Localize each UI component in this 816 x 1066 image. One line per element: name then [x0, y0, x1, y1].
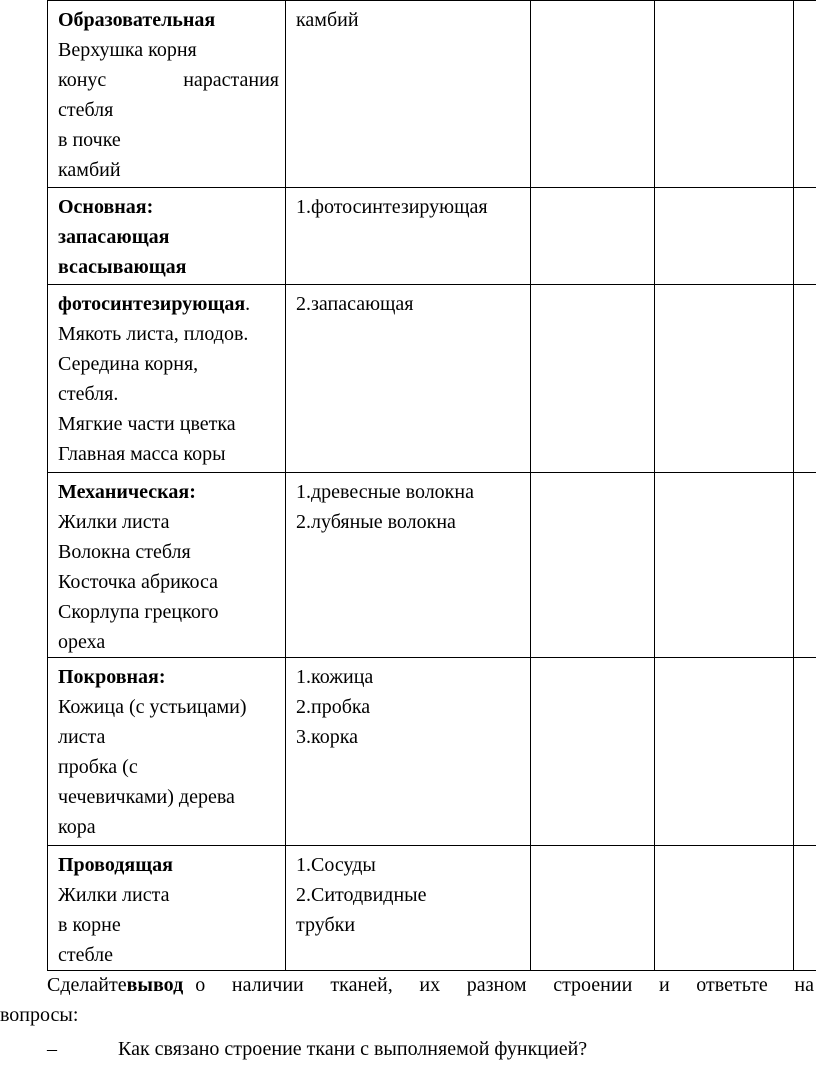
- question-item: [47, 1034, 587, 1064]
- empty-cell: [794, 658, 816, 846]
- tissue-type-cell: [286, 658, 531, 846]
- empty-cell: [655, 188, 794, 285]
- tissue-cell: [48, 473, 286, 658]
- tissue-location: Жилки листа: [58, 511, 170, 533]
- tissue-location: пробка (с: [58, 756, 138, 778]
- table-row: [48, 1, 816, 188]
- tissue-table: [47, 0, 816, 971]
- tissue-location: Середина корня,: [58, 353, 199, 375]
- tissue-cell: [48, 285, 286, 473]
- tissue-location: кора: [58, 816, 96, 838]
- empty-cell: [531, 473, 655, 658]
- empty-cell: [655, 473, 794, 658]
- conclusion-keyword: вывод: [126, 974, 184, 996]
- tissue-type: 1.фотосинтезирующая: [296, 196, 488, 218]
- empty-cell: [531, 846, 655, 971]
- empty-cell: [794, 473, 816, 658]
- table-row: [48, 188, 816, 285]
- tissue-title: запасающая: [58, 226, 170, 248]
- empty-cell: [655, 658, 794, 846]
- tissue-title: Основная:: [58, 196, 154, 218]
- tissue-cell: [48, 846, 286, 971]
- empty-cell: [794, 188, 816, 285]
- tissue-type-cell: [286, 188, 531, 285]
- tissue-location: стебля.: [58, 383, 119, 405]
- empty-cell: [655, 285, 794, 473]
- tissue-location: чечевичками) дерева: [58, 786, 235, 808]
- tissue-type: 1.Сосуды: [296, 854, 376, 876]
- tissue-location: в почке: [58, 129, 121, 151]
- tissue-location: стебля: [58, 99, 114, 121]
- tissue-title: Покровная:: [58, 666, 166, 688]
- tissue-title: Образовательная: [58, 9, 216, 31]
- tissue-location: Скорлупа грецкого: [58, 601, 219, 623]
- tissue-title: фотосинтезирующая.: [58, 293, 251, 315]
- tissue-type-cell: [286, 285, 531, 473]
- list-dash: –: [47, 1038, 57, 1060]
- tissue-location: Жилки листа: [58, 884, 170, 906]
- tissue-location: листа: [58, 726, 106, 748]
- tissue-type-cell: [286, 846, 531, 971]
- tissue-location: ореха: [58, 631, 106, 653]
- table-row: [48, 846, 816, 971]
- conclusion-rest: о наличии тканей, их разном строении и ответьте на: [195, 974, 814, 996]
- tissue-type-cell: [286, 473, 531, 658]
- tissue-location: стебле: [58, 944, 114, 966]
- tissue-location: Мякоть листа, плодов.: [58, 323, 249, 345]
- tissue-type: трубки: [296, 914, 356, 936]
- empty-cell: [655, 1, 794, 188]
- table-row: [48, 658, 816, 846]
- tissue-type: 2.пробка: [296, 696, 371, 718]
- tissue-location: Верхушка корня: [58, 39, 197, 61]
- empty-cell: [794, 1, 816, 188]
- tissue-type: 1.кожица: [296, 666, 374, 688]
- tissue-location: Главная масса коры: [58, 443, 226, 465]
- tissue-type: камбий: [296, 9, 359, 31]
- table-row: [48, 473, 816, 658]
- empty-cell: [531, 658, 655, 846]
- tissue-type: 3.корка: [296, 726, 358, 748]
- tissue-type: 2.лубяные волокна: [296, 511, 456, 533]
- tissue-title: Механическая:: [58, 481, 196, 503]
- conclusion-word: Сделайте: [47, 974, 127, 996]
- tissue-location: камбий: [58, 159, 121, 181]
- conclusion-paragraph: [0, 970, 816, 1030]
- tissue-location: Волокна стебля: [58, 541, 191, 563]
- tissue-title: Проводящая: [58, 854, 173, 876]
- empty-cell: [531, 285, 655, 473]
- conclusion-line-1: [0, 970, 816, 1000]
- question-text: Как связано строение ткани с выполняемой функцией?: [118, 1038, 588, 1060]
- table-row: [48, 285, 816, 473]
- empty-cell: [794, 846, 816, 971]
- tissue-type: 2.запасающая: [296, 293, 414, 315]
- tissue-location: Мягкие части цветка: [58, 413, 236, 435]
- tissue-location: конус нарастания: [58, 69, 279, 91]
- conclusion-line-2: вопросы:: [0, 1004, 79, 1026]
- tissue-location: Кожица (с устьицами): [58, 696, 247, 718]
- tissue-type-cell: [286, 1, 531, 188]
- tissue-cell: [48, 188, 286, 285]
- tissue-location: в корне: [58, 914, 121, 936]
- tissue-type: 2.Ситодвидные: [296, 884, 427, 906]
- tissue-cell: [48, 1, 286, 188]
- empty-cell: [531, 188, 655, 285]
- tissue-cell: [48, 658, 286, 846]
- tissue-title: всасывающая: [58, 256, 187, 278]
- empty-cell: [655, 846, 794, 971]
- tissue-location: Косточка абрикоса: [58, 571, 218, 593]
- empty-cell: [794, 285, 816, 473]
- empty-cell: [531, 1, 655, 188]
- tissue-type: 1.древесные волокна: [296, 481, 474, 503]
